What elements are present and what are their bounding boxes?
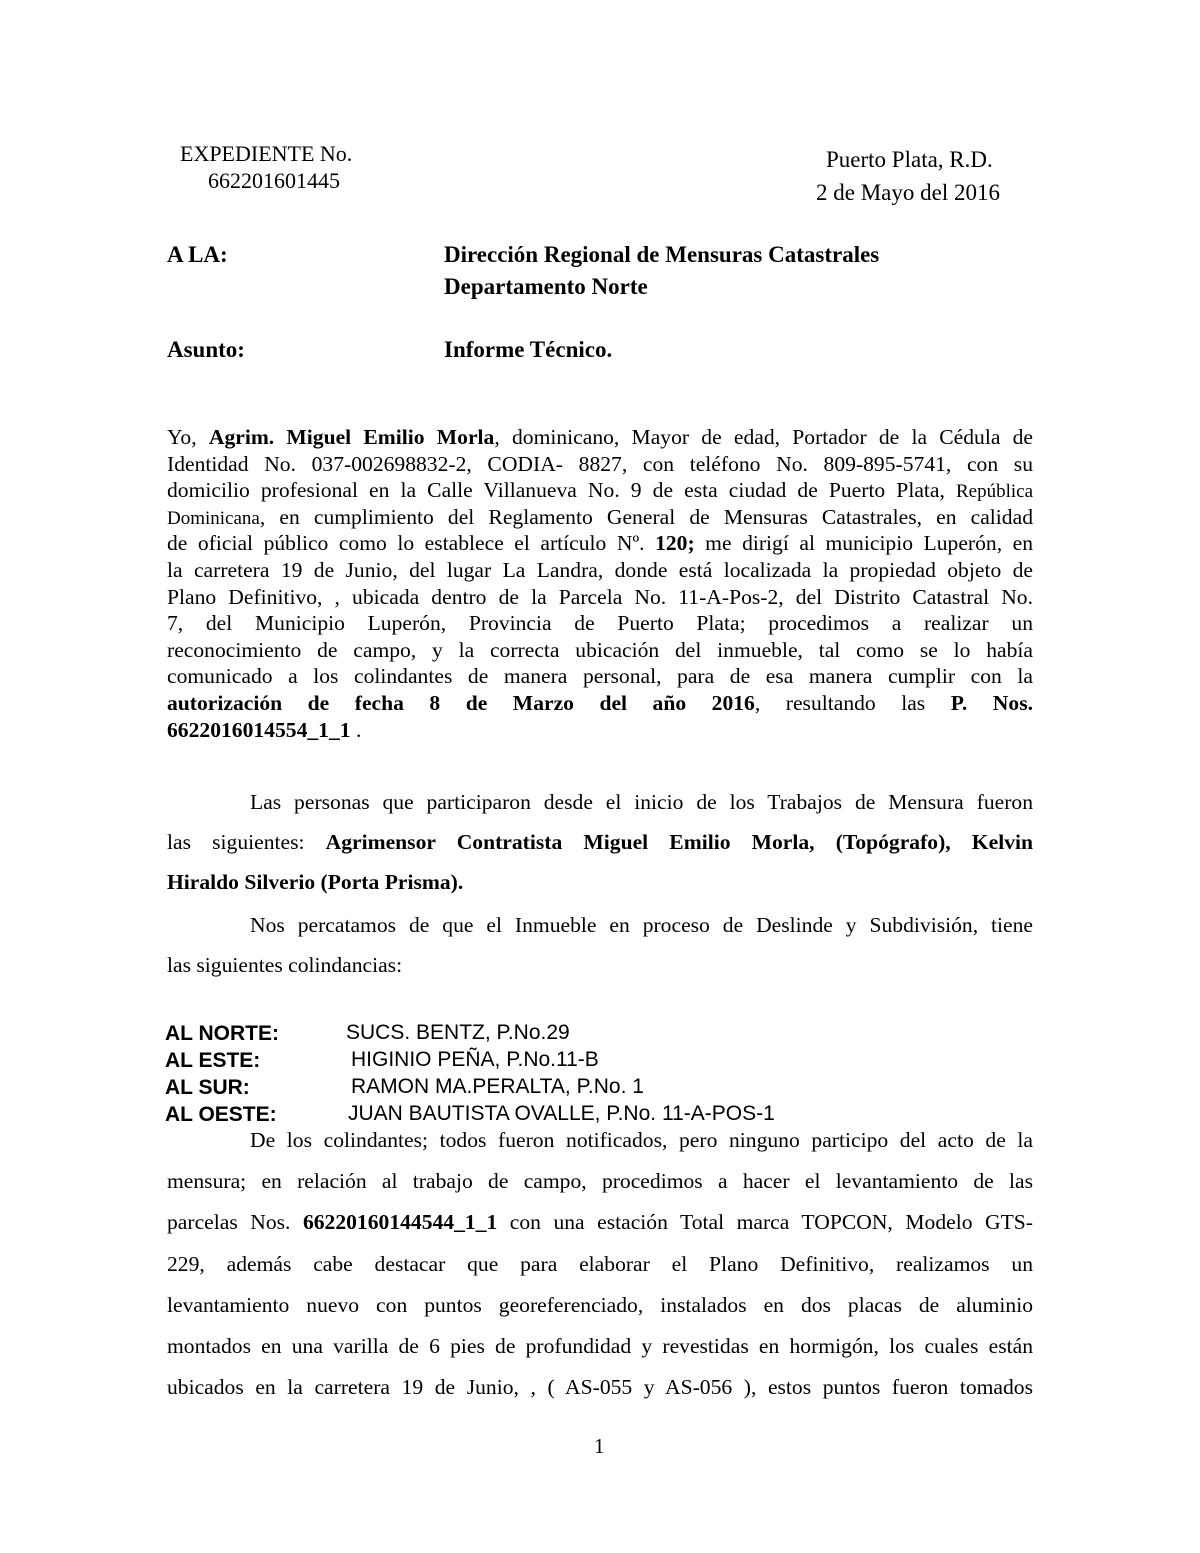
boundary-east: AL ESTE: HIGINIO PEÑA, P.No.11-B bbox=[165, 1048, 599, 1072]
paragraph-boundaries-intro: Nos percatamos de que el Inmueble en proceso de Deslinde y Subdivisión, tiene las siguientes colindancias: bbox=[167, 913, 1033, 977]
page-number: 1 bbox=[594, 1434, 605, 1458]
expediente-number: 662201601445 bbox=[208, 168, 340, 193]
surveyor-name: Agrim. Miguel Emilio Morla bbox=[208, 425, 495, 449]
boundary-west: AL OESTE: JUAN BAUTISTA OVALLE, P.No. 11-A-POS-1 bbox=[165, 1102, 775, 1126]
place-line: Puerto Plata, R.D. bbox=[826, 147, 993, 172]
recipient-label: A LA: bbox=[167, 242, 228, 267]
boundary-south: AL SUR: RAMON MA.PERALTA, P.No. 1 bbox=[165, 1075, 644, 1099]
boundary-north: AL NORTE: SUCS. BENTZ, P.No.29 bbox=[165, 1021, 570, 1045]
paragraph-participants: Las personas que participaron desde el inicio de los Trabajos de Mensura fueron las siguientes: Agrimensor Contratista Miguel Emilio Morla, (Topógrafo), Kelvin Hiraldo Silverio (Porta Prisma). bbox=[167, 790, 1033, 894]
parcel-number: 6622016014554_1_1 bbox=[167, 717, 351, 742]
expediente-label: EXPEDIENTE No. bbox=[180, 141, 353, 166]
authorization-date: autorización de fecha 8 de Marzo del año 2016 bbox=[167, 690, 755, 715]
subject-label: Asunto: bbox=[167, 337, 245, 362]
subject-value: Informe Técnico. bbox=[444, 337, 613, 362]
recipient-line-1: Dirección Regional de Mensuras Catastrales bbox=[444, 242, 880, 267]
date-line: 2 de Mayo del 2016 bbox=[816, 180, 1000, 205]
paragraph-introduction: Yo, Agrim. Miguel Emilio Morla, dominicano, Mayor de edad, Portador de la Cédula de Identidad No. 037-002698832-2, CODIA- 8827, con teléfono No. 809-895-5741, con su domicilio profesional en la Calle Villanueva No. 9 de esta ciudad de Puerto Plata, República Dominicana, en cumplimiento del Reglamento General de Mensuras Catastrales, en calidad de oficial público como lo establece el artículo Nº. 120; me dirigí al municipio Luperón, en la carretera 19 de Junio, del lugar La Landra, donde está localizada la propiedad objeto de Plano Definitivo, , ubicada dentro de la Parcela No. 11-A-Pos-2, del Distrito Catastral No. 7, del Municipio Luperón, Provincia de Puerto Plata; procedimos a realizar un reconocimiento de campo, y la correcta ubicación del inmueble, tal como se lo había comunicado a los colindantes de manera personal, para de esa manera cumplir con la autorización de fecha 8 de Marzo del año 2016, resultando las P. Nos. 6622016014554_1_1 . bbox=[167, 425, 1034, 742]
paragraph-fieldwork: De los colindantes; todos fueron notificados, pero ninguno participo del acto de la mensura; en relación al trabajo de campo, procedimos a hacer el levantamiento de las parcelas Nos. 66220160144544_1_1 con una estación Total marca TOPCON, Modelo GTS- 229, además cabe destacar que para elaborar el Plano Definitivo, realizamos un levantamiento nuevo con puntos georeferenciado, instalados en dos placas de aluminio montados en una varilla de 6 pies de profundidad y revestidas en hormigón, los cuales están ubicados en la carretera 19 de Junio, , ( AS-055 y AS-056 ), estos puntos fueron tomados bbox=[167, 1128, 1033, 1400]
recipient-line-2: Departamento Norte bbox=[444, 274, 648, 299]
